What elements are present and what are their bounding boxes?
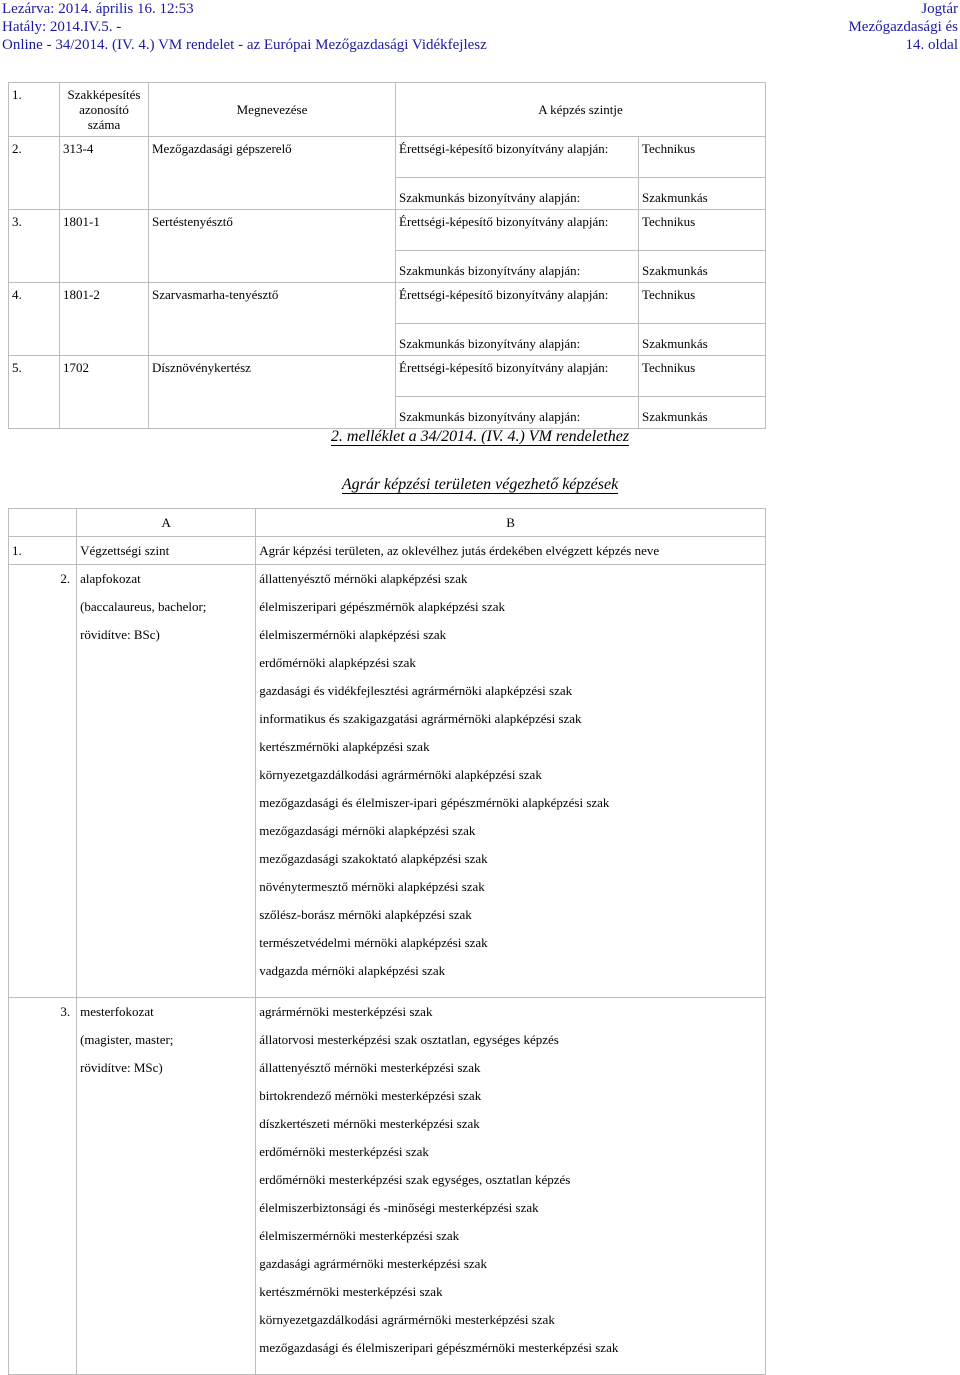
list-item: kertészmérnöki mesterképzési szak <box>259 1284 443 1299</box>
table-row <box>9 998 766 1375</box>
programs-cell <box>256 565 766 998</box>
list-item: kertészmérnöki alapképzési szak <box>259 739 430 754</box>
programs-cell <box>256 998 766 1375</box>
table-header-row <box>9 537 766 565</box>
list-item: erdőmérnöki mesterképzési szak <box>259 1144 429 1159</box>
col-b-label: B <box>256 509 766 537</box>
row-level: Szakmunkás <box>639 251 766 283</box>
list-item: szőlész-borász mérnöki alapképzési szak <box>259 907 472 922</box>
table-row <box>9 137 766 178</box>
row-basis: Érettségi-képesítő bizonyítvány alapján: <box>396 356 639 397</box>
list-item: informatikus és szakigazgatási agrármérnöki alapképzési szak <box>259 711 582 726</box>
level-line: (magister, master; <box>80 1032 174 1047</box>
level-cell <box>77 998 256 1375</box>
list-item: agrármérnöki mesterképzési szak <box>259 1004 433 1019</box>
list-item: természetvédelmi mérnöki alapképzési szak <box>259 935 488 950</box>
row-basis: Szakmunkás bizonyítvány alapján: <box>396 324 639 356</box>
section-title <box>0 476 960 494</box>
row-code: 1801-1 <box>60 210 149 283</box>
row-level: Szakmunkás <box>639 178 766 210</box>
section-title-text: Agrár képzési területen végezhető képzések <box>341 476 619 493</box>
header-line: Mezőgazdasági és <box>848 19 958 35</box>
list-item: környezetgazdálkodási agrármérnöki alapképzési szak <box>259 767 542 782</box>
list-item: állattenyésztő mérnöki mesterképzési szak <box>259 1060 481 1075</box>
list-item: állattenyésztő mérnöki alapképzési szak <box>259 571 468 586</box>
list-item: élelmiszermérnöki alapképzési szak <box>259 627 447 642</box>
training-body <box>9 565 766 1375</box>
row-basis: Érettségi-képesítő bizonyítvány alapján: <box>396 283 639 324</box>
table-row <box>9 565 766 998</box>
annex-title-text: 2. melléklet a 34/2014. (IV. 4.) VM rendelethez <box>330 428 630 445</box>
list-item: erdőmérnöki mesterképzési szak egységes, osztatlan képzés <box>259 1172 571 1187</box>
row-name: Dísznövénykertész <box>149 356 396 429</box>
header-line: Online - 34/2014. (IV. 4.) VM rendelet - az Európai Mezőgazdasági Vidékfejlesz <box>2 37 487 53</box>
row-name: Mezőgazdasági gépszerelő <box>149 137 396 210</box>
header-name: Megnevezése <box>149 83 396 137</box>
col-a-label: A <box>77 509 256 537</box>
row-num: 3. <box>9 210 60 283</box>
page-header-right <box>848 0 958 54</box>
table-row <box>9 356 766 397</box>
header-level: A képzés szintje <box>396 83 766 137</box>
row-code: 313-4 <box>60 137 149 210</box>
column-letter-row <box>9 509 766 537</box>
row-code: 1702 <box>60 356 149 429</box>
list-item: környezetgazdálkodási agrármérnöki mesterképzési szak <box>259 1312 555 1327</box>
row-basis: Érettségi-képesítő bizonyítvány alapján: <box>396 210 639 251</box>
table-row <box>9 283 766 324</box>
row-num: 5. <box>9 356 60 429</box>
qualifications-table <box>8 82 766 429</box>
list-item: mezőgazdasági mérnöki alapképzési szak <box>259 823 476 838</box>
row-name: Szarvasmarha-tenyésztő <box>149 283 396 356</box>
page-header-left <box>2 0 487 54</box>
list-item: állatorvosi mesterképzési szak osztatlan, egységes képzés <box>259 1032 559 1047</box>
row-level: Technikus <box>639 283 766 324</box>
list-item: gazdasági és vidékfejlesztési agrármérnöki alapképzési szak <box>259 683 573 698</box>
row-basis: Szakmunkás bizonyítvány alapján: <box>396 251 639 283</box>
list-item: mezőgazdasági és élelmiszeripari gépészmérnöki mesterképzési szak <box>259 1340 619 1355</box>
row-basis: Szakmunkás bizonyítvány alapján: <box>396 178 639 210</box>
level-line: (baccalaureus, bachelor; <box>80 599 207 614</box>
list-item: mezőgazdasági és élelmiszer-ipari gépészmérnöki alapképzési szak <box>259 795 610 810</box>
list-item: élelmiszermérnöki mesterképzési szak <box>259 1228 460 1243</box>
row-level: Technikus <box>639 356 766 397</box>
list-item: növénytermesztő mérnöki alapképzési szak <box>259 879 485 894</box>
row-num: 4. <box>9 283 60 356</box>
row-level: Szakmunkás <box>639 324 766 356</box>
list-item: díszkertészeti mérnöki mesterképzési szak <box>259 1116 480 1131</box>
header-a: Végzettségi szint <box>77 537 256 565</box>
qualifications-body <box>9 137 766 429</box>
row-num: 1. <box>9 537 77 565</box>
header-b: Agrár képzési területen, az oklevélhez jutás érdekében elvégzett képzés neve <box>256 537 766 565</box>
level-line: rövidítve: BSc) <box>80 627 160 642</box>
list-item: vadgazda mérnöki alapképzési szak <box>259 963 446 978</box>
row-code: 1801-2 <box>60 283 149 356</box>
header-num: 1. <box>9 83 60 137</box>
row-level: Technikus <box>639 137 766 178</box>
level-cell <box>77 565 256 998</box>
header-code: Szakképesítés azonosító száma <box>60 83 149 137</box>
header-line: Hatály: 2014.IV.5. - <box>2 19 122 35</box>
annex-title <box>0 428 960 446</box>
row-basis: Érettségi-képesítő bizonyítvány alapján: <box>396 137 639 178</box>
level-line: mesterfokozat <box>80 1004 154 1019</box>
list-item: birtokrendező mérnöki mesterképzési szak <box>259 1088 482 1103</box>
list-item: mezőgazdasági szakoktató alapképzési szak <box>259 851 488 866</box>
level-line: alapfokozat <box>80 571 141 586</box>
header-line: Lezárva: 2014. április 16. 12:53 <box>2 1 194 17</box>
header-line: Jogtár <box>921 1 958 17</box>
row-num: 2. <box>9 137 60 210</box>
level-line: rövidítve: MSc) <box>80 1060 163 1075</box>
list-item: élelmiszeripari gépészmérnök alapképzési szak <box>259 599 506 614</box>
blank-cell <box>9 509 77 537</box>
table-header-row <box>9 83 766 137</box>
training-table <box>8 508 766 1375</box>
row-num: 3. <box>9 998 77 1375</box>
list-item: erdőmérnöki alapképzési szak <box>259 655 416 670</box>
row-num: 2. <box>9 565 77 998</box>
row-level: Technikus <box>639 210 766 251</box>
list-item: gazdasági agrármérnöki mesterképzési szak <box>259 1256 487 1271</box>
list-item: élelmiszerbiztonsági és -minőségi mesterképzési szak <box>259 1200 539 1215</box>
row-name: Sertéstenyésztő <box>149 210 396 283</box>
row-level: Szakmunkás <box>639 397 766 429</box>
row-basis: Szakmunkás bizonyítvány alapján: <box>396 397 639 429</box>
table-row <box>9 210 766 251</box>
header-line: 14. oldal <box>905 37 958 53</box>
